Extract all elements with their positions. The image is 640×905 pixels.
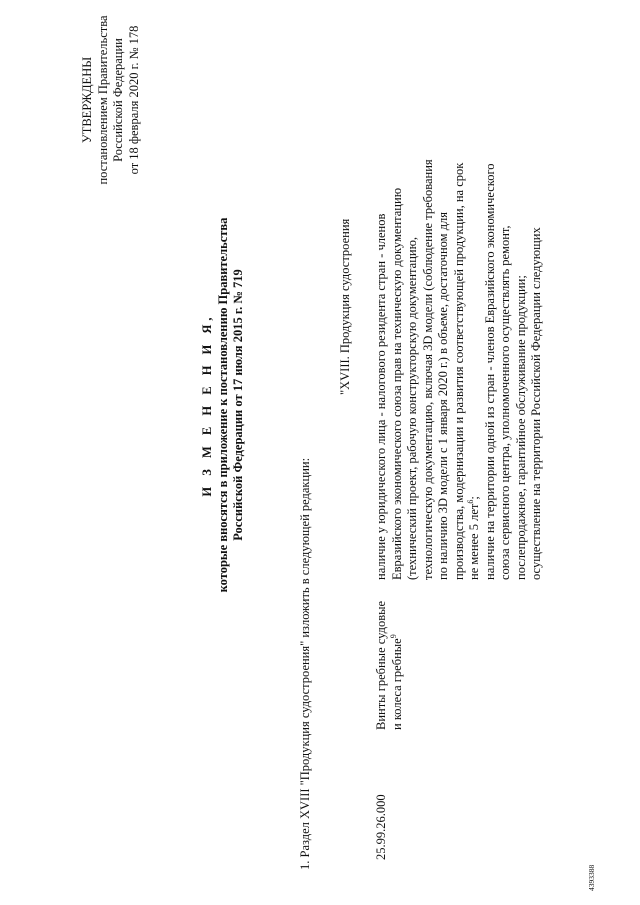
- requirement-text: не менее 5 лет: [467, 503, 481, 580]
- changes-heading: И З М Е Н Е Н И Я,: [200, 313, 214, 497]
- product-name-line: Винты гребные судовые: [374, 600, 388, 730]
- section-heading: "XVIII. Продукция судостроения: [338, 218, 352, 395]
- requirement-line: Евразийского экономического союза прав на техническую документацию: [389, 187, 404, 580]
- requirement-line: [467, 159, 483, 580]
- product-code: 25.99.26.000: [374, 794, 388, 860]
- requirement-line: осуществление на территории Российской Федерации следующих: [529, 227, 543, 580]
- approval-block: [80, 15, 142, 185]
- product-name: [374, 601, 405, 730]
- requirements-text: [374, 159, 545, 580]
- approval-line: постановлением Правительства: [95, 15, 110, 185]
- requirement-line: по наличию 3D модели с 1 января 2020 г.) в объеме, достаточном для: [436, 211, 450, 580]
- requirement-line: технологическую документацию, включая 3D модели (соблюдение требования: [420, 159, 435, 580]
- requirement-line: наличие у юридического лица - налогового резидента стран - членов: [374, 213, 388, 580]
- requirement-line: послепродажное, гарантийное обслуживание продукции;: [513, 275, 528, 580]
- changes-subtitle-line: которые вносятся в приложение к постановлению Правительства: [215, 217, 230, 593]
- document-id: 4393388: [587, 864, 596, 891]
- product-name-text: и колеса гребные: [389, 638, 404, 730]
- changes-subtitle-line: Российской Федерации от 17 июля 2015 г. № 719: [231, 269, 245, 541]
- requirement-line: производства, модернизации и развития соответствующей продукции, на срок: [451, 162, 466, 580]
- approval-line: от 18 февраля 2020 г. № 178: [126, 25, 141, 175]
- footnote-marker: 6: [465, 499, 475, 504]
- item-1-text: 1. Раздел XVIII "Продукция судостроения" изложить в следующей редакции:: [298, 457, 312, 870]
- requirement-line: наличие на территории одной из стран - членов Евразийского экономического: [482, 163, 497, 580]
- footnote-marker: 9: [388, 634, 398, 639]
- approval-line: Российской Федерации: [111, 38, 125, 162]
- changes-title: [200, 165, 247, 645]
- approval-line: УТВЕРЖДЕНЫ: [80, 56, 94, 144]
- requirement-line: союза сервисного центра, уполномоченного осуществлять ремонт,: [498, 225, 512, 580]
- product-name-line: [390, 601, 406, 730]
- requirement-line: (технический проект, рабочую конструкторскую документацию,: [405, 236, 419, 580]
- requirement-punct: ;: [467, 496, 481, 500]
